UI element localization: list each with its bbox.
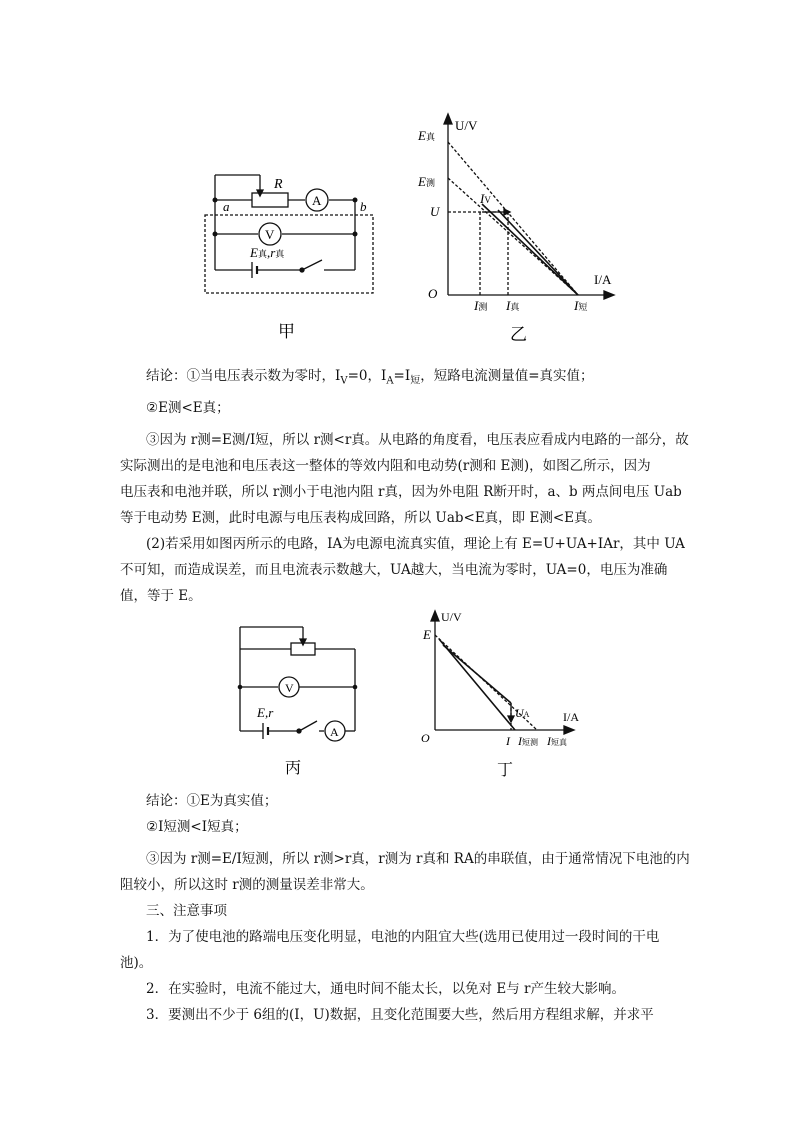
- label-I-meas: I测: [474, 298, 488, 313]
- label-UA: UA: [515, 706, 530, 720]
- text1-line1: 结论：①当电压表示数为零时，$I_V=0$，$I_A=I_短$，短路电流测量值=真实值；: [146, 368, 594, 387]
- text2-line7: 池)。: [120, 955, 153, 971]
- y-axis-label: U/V: [455, 118, 478, 133]
- label-V: V: [265, 227, 275, 242]
- text2-line2: ②I短测<I短真；: [146, 819, 248, 835]
- label-Er: E,r: [257, 705, 274, 720]
- label-a: a: [223, 199, 230, 214]
- text2-line4: 阻较小，所以这时 r测的测量误差非常大。: [120, 877, 374, 893]
- label-I-short-meas: I短测: [518, 734, 538, 748]
- label-U: U: [430, 204, 440, 219]
- text2-line3: ③因为 r测=E/I短测，所以 r测>r真，r测为 r真和 RA的串联值，由于通常情况下电池的内: [146, 851, 690, 867]
- text-block-2: [120, 788, 690, 1028]
- circuit-jia: [205, 175, 373, 293]
- graph-ding: [431, 611, 574, 734]
- text2-line6: 1．为了使电池的路端电压变化明显，电池的内阻宜大些(选用已使用过一段时间的干电: [146, 929, 660, 945]
- text1-line4: 实际测出的是电池和电压表这一整体的等效内阻和电动势(r测和 E测)，如图乙所示，因为: [120, 457, 651, 474]
- text1-line6: 等于电动势 E测，此时电源与电压表构成回路，所以 Uab<E真，即 E测<E真。: [120, 509, 601, 526]
- label-IV: IV: [480, 191, 491, 206]
- label-A: A: [312, 193, 322, 208]
- graph-yi: [444, 114, 614, 299]
- label-b: b: [360, 199, 367, 214]
- text1-line7: (2)若采用如图丙所示的电路，IA为电源电流真实值，理论上有 E=U+UA+IAr，其中 UA: [146, 535, 685, 552]
- text2-line9: 3．要测出不少于 6组的(I，U)数据，且变化范围要大些，然后用方程组求解，并求平: [146, 1007, 654, 1023]
- text1-line5: 电压表和电池并联，所以 r测小于电池内阻 r真，因为外电阻 R断开时，a、b 两点间电压 Uab: [120, 483, 682, 500]
- text2-line8: 2．在实验时，电流不能过大，通电时间不能太长，以免对 E与 r产生较大影响。: [146, 981, 625, 997]
- label-I: I: [506, 734, 510, 748]
- text1-line9: 值，等于 E。: [120, 587, 202, 604]
- caption-yi: 乙: [510, 325, 527, 345]
- figure-1: [190, 100, 630, 355]
- text1-line8: 不可知，而造成误差，而且电流表示数越大，UA越大，当电流为零时，UA=0，电压为准确: [120, 561, 668, 578]
- caption-ding: 丁: [497, 760, 514, 779]
- text2-line1: 结论：①E为真实值；: [146, 793, 278, 809]
- text-block-1: [120, 363, 689, 609]
- circuit-bing: [240, 627, 355, 741]
- x-axis-label: I/A: [594, 272, 612, 287]
- label-I-short: I短: [574, 298, 588, 313]
- label-E-2: E: [423, 627, 431, 642]
- caption-jia: 甲: [278, 322, 295, 342]
- dashed-box: [205, 215, 373, 293]
- label-R: R: [274, 177, 283, 192]
- origin-label: O: [428, 286, 438, 301]
- label-E-true-axis: E真: [418, 128, 435, 143]
- text2-line5: 三、注意事项: [146, 903, 227, 919]
- label-I-true: I真: [506, 298, 520, 313]
- text1-line3: ③因为 r测=E测/I短，所以 r测<r真。从电路的角度看，电压表应看成内电路的一部分，故: [146, 431, 689, 448]
- caption-bing: 丙: [285, 758, 302, 777]
- label-E-meas-axis: E测: [418, 174, 435, 189]
- x-axis-label-2: I/A: [563, 710, 579, 724]
- origin-label-2: O: [421, 731, 430, 745]
- figure-2: [225, 605, 595, 785]
- label-I-short-true: I短真: [547, 734, 567, 748]
- label-A-2: A: [330, 725, 339, 739]
- resistor-R: [252, 193, 288, 207]
- label-V-2: V: [285, 681, 294, 695]
- switch: [304, 260, 322, 269]
- text1-line2: ②E测<E真；: [146, 399, 230, 416]
- switch-2: [301, 721, 317, 730]
- label-E-true: E真,r真: [250, 245, 285, 260]
- y-axis-label-2: U/V: [441, 610, 462, 624]
